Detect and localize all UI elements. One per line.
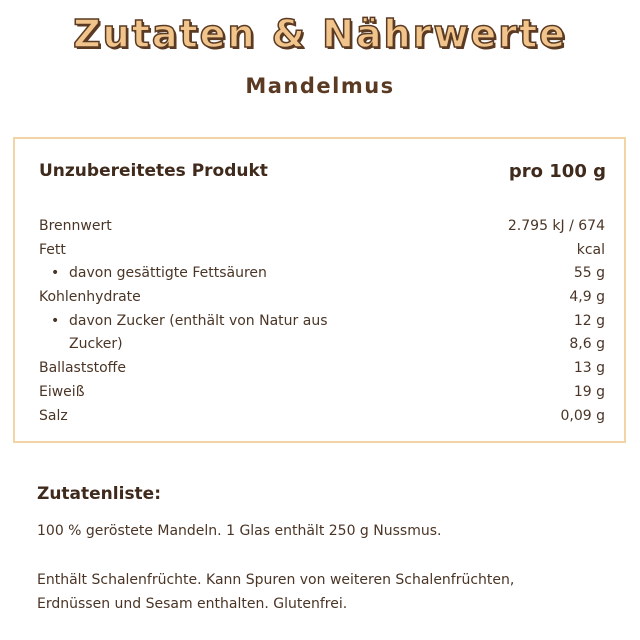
allergen-line: Erdnüssen und Sesam enthalten. Glutenfrei. [37,596,348,612]
nutrition-value: 8,6 g [569,336,605,353]
bullet-icon: • [51,312,60,329]
page-title: Zutaten & Nährwerte [73,12,567,56]
nutrition-value: 13 g [573,360,605,377]
nutrition-row [39,286,605,310]
nutrition-row [39,357,605,381]
nutrition-label: Ballaststoffe [39,360,126,377]
nutrition-label: davon Zucker (enthält von Natur aus [69,312,328,329]
nutrition-label: Brennwert [39,218,112,234]
nutrition-value: 4,9 g [569,289,605,306]
nutrition-row [39,239,605,263]
bullet-icon: • [51,265,60,282]
allergen-info [37,568,617,616]
nutrition-value: 19 g [573,383,605,400]
nutrition-row [39,215,605,239]
nutrition-value: kcal [576,241,605,258]
nutrition-label: Kohlenhydrate [39,289,141,306]
ingredients-heading: Zutatenliste: [37,484,162,504]
nutrition-table [13,137,626,443]
nutrition-row [39,405,605,429]
nutrition-label: davon gesättigte Fettsäuren [69,265,267,282]
nutrition-per-unit: pro 100 g [508,161,606,182]
nutrition-value: 12 g [573,312,605,329]
nutrition-label: Fett [39,241,66,258]
nutrition-value: 0,09 g [560,407,605,424]
nutrition-row [39,333,605,357]
nutrition-label: Salz [39,407,68,424]
nutrition-row [39,262,605,286]
nutrition-rows [39,215,605,428]
ingredients-text: 100 % geröstete Mandeln. 1 Glas enthält 250 g Nussmus. [37,523,442,539]
nutrition-value: 2.795 kJ / 674 [507,218,605,234]
nutrition-row [39,381,605,405]
nutrition-row [39,310,605,334]
product-name: Mandelmus [245,74,395,98]
nutrition-label: Eiweiß [39,383,85,400]
nutrition-heading: Unzubereitetes Produkt [39,161,268,181]
nutrition-value: 55 g [573,265,605,282]
nutrition-label: Zucker) [69,336,123,353]
allergen-line: Enthält Schalenfrüchte. Kann Spuren von weiteren Schalenfrüchten, [37,572,515,588]
nutrition-header [39,161,606,182]
